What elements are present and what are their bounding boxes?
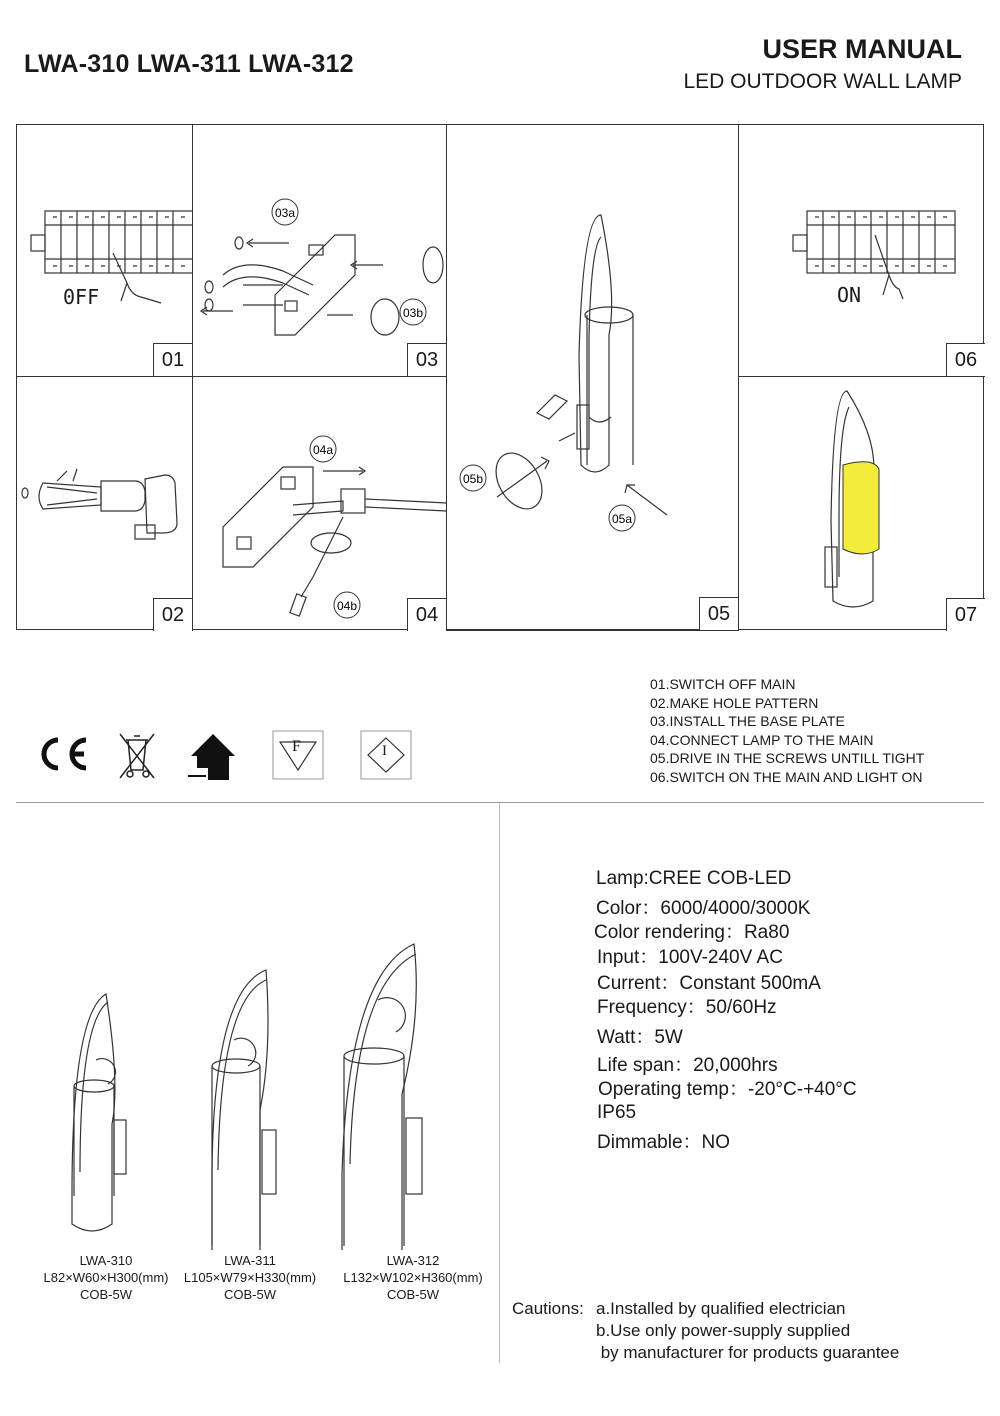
lamp-mounting-illustration [447, 125, 739, 631]
model-dims: L105×W79×H330(mm) [183, 1270, 317, 1285]
section-divider [16, 802, 984, 803]
lit-diffuser [843, 462, 879, 554]
cautions [512, 1298, 899, 1364]
terminal-block-off-illustration [17, 125, 193, 377]
install-step: 05.DRIVE IN THE SCREWS UNTILL TIGHT [650, 750, 925, 766]
switch-off-label: 0FF [63, 285, 100, 309]
panel-05 [447, 125, 739, 631]
spec-current: Current：Constant 500mA [597, 973, 821, 994]
caution-line: b.Use only power-supply supplied [596, 1321, 851, 1340]
install-step: 01.SWITCH OFF MAIN [650, 676, 796, 692]
panel-03 [193, 125, 447, 377]
wire-connection-illustration [193, 377, 447, 631]
spec-operating-temp: Operating temp：-20°C-+40°C [598, 1079, 857, 1100]
model-numbers: LWA-310 LWA-311 LWA-312 [24, 50, 354, 78]
step-number: 07 [946, 598, 985, 631]
step-number: 06 [946, 343, 985, 376]
model-dims: L82×W60×H300(mm) [43, 1270, 169, 1285]
panel-07 [739, 377, 985, 631]
indoor-use-icon [188, 732, 238, 782]
spec-ip-rating: IP65 [597, 1102, 637, 1123]
model-dims: L132×W102×H360(mm) [343, 1270, 483, 1285]
cautions-label: Cautions: [512, 1299, 584, 1318]
panel-01 [17, 125, 193, 377]
model-caption-lwa-311 [170, 1252, 330, 1303]
model-caption-lwa-312 [333, 1252, 493, 1303]
callout-04a: 04a [312, 443, 334, 457]
callout-03b: 03b [402, 306, 424, 320]
model-drawings [40, 940, 480, 1250]
lwa-312-drawing [342, 944, 422, 1250]
callout-03a: 03a [274, 206, 296, 220]
lwa-311-drawing [212, 970, 276, 1250]
callout-04b: 04b [336, 599, 358, 613]
model-power: COB-5W [387, 1287, 439, 1302]
f-mark-letter: F [292, 738, 301, 755]
drill-hole-illustration [17, 377, 193, 631]
step-number: 05 [699, 597, 738, 630]
spec-life-span: Life span：20,000hrs [597, 1055, 778, 1076]
spec-color-rendering: Color rendering：Ra80 [594, 922, 790, 943]
step-number: 02 [153, 598, 192, 631]
model-name: LWA-312 [386, 1253, 440, 1268]
model-power: COB-5W [80, 1287, 132, 1302]
step-number: 04 [407, 598, 446, 631]
install-steps-list [650, 675, 924, 786]
manual-title: USER MANUAL [762, 34, 962, 64]
step-number: 03 [407, 343, 446, 376]
install-step: 02.MAKE HOLE PATTERN [650, 694, 819, 711]
panel-04 [193, 377, 447, 631]
panel-06 [739, 125, 985, 377]
base-plate-illustration [193, 125, 447, 377]
install-step: 03.INSTALL THE BASE PLATE [650, 713, 845, 729]
terminal-block-on-illustration [739, 125, 985, 377]
column-divider [499, 803, 500, 1363]
spec-input: Input：100V-240V AC [597, 947, 783, 968]
step-number: 01 [153, 343, 192, 376]
manual-subtitle: LED OUTDOOR WALL LAMP [683, 70, 962, 93]
spec-frequency: Frequency：50/60Hz [597, 997, 777, 1018]
model-caption-lwa-310 [26, 1252, 186, 1303]
panel-02 [17, 377, 193, 631]
spec-watt: Watt：5W [597, 1027, 683, 1048]
install-step: 06.SWITCH ON THE MAIN AND LIGHT ON [650, 768, 923, 785]
callout-05a: 05a [611, 512, 633, 526]
lwa-310-drawing [72, 994, 126, 1231]
spec-lamp: Lamp:CREE COB-LED [596, 868, 792, 889]
install-step: 04.CONNECT LAMP TO THE MAIN [650, 731, 874, 748]
installation-diagram-grid [16, 124, 984, 630]
switch-on-label: ON [837, 283, 862, 307]
caution-line: by manufacturer for products guarantee [596, 1343, 900, 1362]
class-i-letter: I [382, 743, 387, 759]
ce-mark-icon [36, 734, 90, 774]
certification-icons [36, 728, 426, 784]
weee-bin-icon [116, 728, 158, 782]
model-name: LWA-311 [224, 1253, 276, 1268]
model-power: COB-5W [224, 1287, 276, 1302]
model-name: LWA-310 [79, 1253, 133, 1268]
lamp-lit-illustration [739, 377, 985, 631]
caution-line: a.Installed by qualified electrician [596, 1299, 846, 1318]
spec-dimmable: Dimmable：NO [597, 1132, 731, 1153]
callout-05b: 05b [462, 472, 484, 486]
spec-color: Color：6000/4000/3000K [596, 898, 811, 919]
